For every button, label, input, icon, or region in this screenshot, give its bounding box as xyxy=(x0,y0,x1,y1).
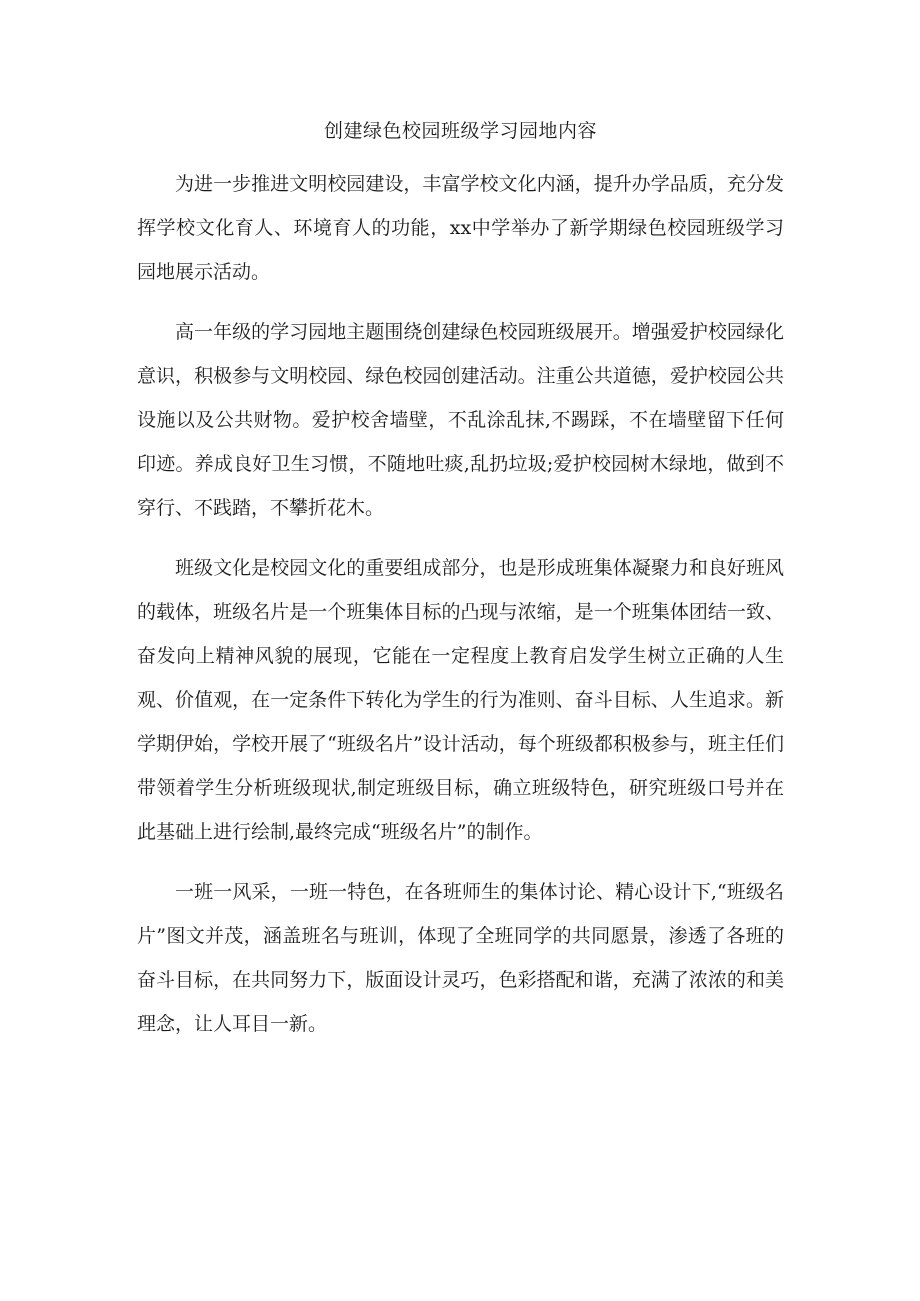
paragraph-class-card: 一班一风采，一班一特色，在各班师生的集体讨论、精心设计下,“班级名片”图文并茂，涵盖班名与班训，体现了全班同学的共同愿景，渗透了各班的奋斗目标，在共同努力下，版面设计灵巧，色彩搭配和谐，充满了浓浓的和美理念，让人耳目一新。 xyxy=(137,881,784,1035)
paragraph-class-culture: 班级文化是校园文化的重要组成部分，也是形成班集体凝聚力和良好班风的载体，班级名片是一个班集体目标的凸现与浓缩，是一个班集体团结一致、奋发向上精神风貌的展现，它能在一定程度上教育启发学生树立正确的人生观、价值观，在一定条件下转化为学生的行为准则、奋斗目标、人生追求。新学期伊始，学校开展了“班级名片”设计活动，每个班级都积极参与，班主任们带领着学生分析班级现状,制定班级目标，确立班级特色，研究班级口号并在此基础上进行绘制,最终完成“班级名片”的制作。 xyxy=(137,557,784,843)
document-title: 创建绿色校园班级学习园地内容 xyxy=(323,120,597,142)
paragraph-grade-one: 高一年级的学习园地主题围绕创建绿色校园班级展开。增强爱护校园绿化意识，积极参与文明校园、绿色校园创建活动。注重公共道德，爱护校园公共设施以及公共财物。爱护校舍墙壁，不乱涂乱抹,不踢踩，不在墙壁留下任何印迹。养成良好卫生习惯，不随地吐痰,乱扔垃圾;爱护校园树木绿地，做到不穿行、不践踏，不攀折花木。 xyxy=(137,321,784,519)
paragraph-intro: 为进一步推进文明校园建设，丰富学校文化内涵，提升办学品质，充分发挥学校文化育人、环境育人的功能，xx中学举办了新学期绿色校园班级学习园地展示活动。 xyxy=(137,173,784,283)
